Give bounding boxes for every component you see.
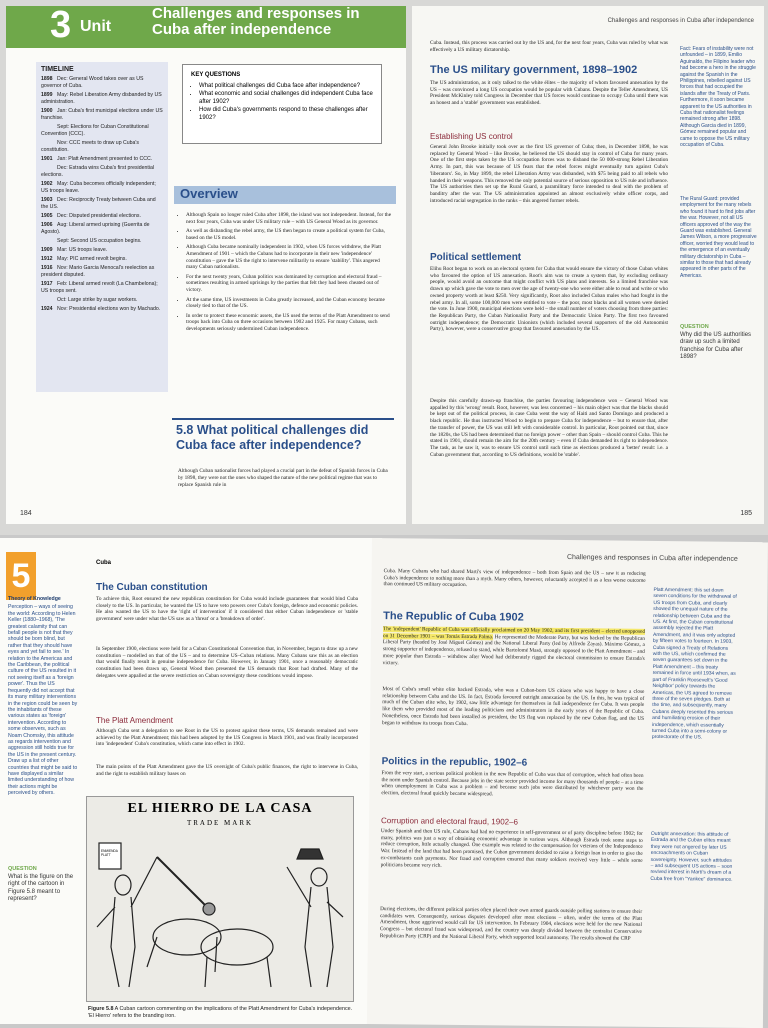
timeline-text: Oct: Large strike by sugar workers. (57, 297, 138, 303)
fraud-paragraph: Under Spanish and then US rule, Cubans had had no experience in self-government or of party discipline before 1902; for many, politics was just a way of obtaining economic advantage in various ways. Although Estrada took some steps to reduce corruption, little actually changed. One example was related to the compensation for veterans of the Independence War. Instead of the land that had been promised, the Cuban government decided to raise a foreign loan in order to give the ex-combatants cash payments. Nor fraud and corruption ensured that many soldiers received very little – while some politicians became very rich. (380, 828, 643, 869)
timeline-year: 1902 (41, 181, 53, 187)
timeline-text: May: PIC armed revolt begins. (57, 256, 127, 262)
timeline-row (41, 76, 163, 90)
heading-corruption-fraud: Corruption and electoral fraud, 1902–6 (380, 816, 519, 827)
timeline-row (41, 297, 163, 304)
page-number-185: 185 (740, 510, 752, 517)
timeline-year: 1917 (41, 281, 53, 287)
heading-republic-of-cuba: The Republic of Cuba 1902 (383, 610, 524, 624)
key-questions-box (182, 64, 382, 144)
question-label: QUESTION (8, 866, 37, 872)
overview-heading: Overview (174, 186, 396, 204)
timeline-year: 1898 (41, 76, 53, 82)
question-box (680, 324, 760, 362)
figure-caption (88, 1006, 354, 1019)
section-heading-5-8: 5.8 What political challenges did Cuba face after independence? (172, 418, 394, 460)
cartoon-subtitle: TRADE MARK (186, 819, 254, 827)
timeline-year: 1916 (41, 265, 53, 271)
sidebar-outright-annexation (650, 831, 735, 883)
military-paragraph: The US administration, as it only talked to the white élites – the majority of whom favoured annexation by the US – was convinced a long US occupation would be popular with Cubans. Despite the Teller Amendment, US President McKinley told Congress in December that US forces would continue to occupy Cuba until there was an honest and a 'stable' government was established. (430, 80, 668, 107)
timeline-text: May: Cuba becomes officially independent; US troops leave. (41, 181, 156, 194)
timeline-text: Feb: Liberal armed revolt (La Chambelona); US troops sent. (41, 281, 158, 294)
overview-item: • In order to protect these economic assets, the US used the terms of the Platt Amendment to send troops back into Cuba on three occasions between 1902 and 1925. For many Cubans, such developments seriously undermined Cuban independence. (186, 313, 392, 333)
timeline-text: Dec: Reciprocity Treaty between Cuba and the US. (41, 197, 156, 210)
overview-item: • Although Spain no longer ruled Cuba after 1898, the island was not independent. Instead, for the next four years, Cuba was under US military rule – with US General Wood as its governor. (186, 212, 392, 225)
timeline-text: Dec: Disputed presidential elections. (57, 213, 141, 219)
heading-establishing-control: Establishing US control (430, 132, 513, 141)
running-head: Challenges and responses in Cuba after independence (566, 554, 738, 563)
constitution-paragraph-2: In September 1900, elections were held for a Cuban Constitutional Convention that, in November, began to draw up a new constitution – modelled on that of the US – and to determine US–Cuban relations. Many Cubans saw this as an election that would finally result in genuine independence for Cuba. However, in January 1901, once a reasonably democratic constitution had been drawn up, General Wood then presented the US demands that Root had drafted. Many of the delegates were appalled at the severe restriction on Cuban sovereignty these conditions would impose. (96, 646, 358, 679)
timeline-text: Jan: Cuba's first municipal elections under US franchise. (41, 108, 163, 121)
timeline-year: 1906 (41, 222, 53, 228)
timeline-year: 1900 (41, 108, 53, 114)
timeline-row (41, 140, 163, 154)
heading-military-government: The US military government, 1898–1902 (430, 64, 638, 76)
timeline-text: Mar: US troops leave. (57, 247, 108, 253)
cartoon-figure-5-8 (86, 796, 354, 1002)
overview-item: • For the next twenty years, Cuban politics was dominated by corruption and electoral fraud – sometimes resulting in armed uprisings by the parties that felt they had been cheated out of victory. (186, 274, 392, 294)
timeline-row (41, 156, 163, 163)
question-label: QUESTION (680, 324, 709, 330)
cartoon-drawing (87, 797, 353, 1001)
timeline-row (41, 265, 163, 279)
key-questions-title: KEY QUESTIONS (191, 72, 241, 78)
sidebar-platt-amendment (652, 587, 738, 742)
tok-title: Theory of Knowledge (8, 596, 61, 602)
sidebar-outrage-text: Outright annexation: this attitude of Estrada and the Cuban elites meant they were not angered by later US encroachments on Cuban sovereignty. However, such attitudes – and subsequent US actions – soon revived interest in Martí's dream of a Cuba free from "Yankee" dominance. (650, 830, 733, 883)
question-box-left (8, 866, 78, 904)
timeline-text: Nov: Mario Garcia Menocal's reelection as president disputed. (41, 265, 155, 278)
highlighted-sentence: The 'independent' Republic of Cuba was officially proclaimed on 20 May 1902, and its first president – elected unopposed on 31 December 1901 – was Tomás Estrada Palma. (382, 626, 646, 640)
timeline-text: Dec: General Wood takes over as US governor of Cuba. (41, 76, 144, 89)
platt-paragraph-1: Although Cuba sent a delegation to see Root in the US to protest against these terms, US demands remained and were achieved by the Platt Amendment; this had been adopted by the US Congress in March 1901, and was finally incorporated into 'independent' Cuba's constitution, which came into effect in 1902. (96, 728, 358, 748)
timeline-year: 1924 (41, 306, 53, 312)
heading-politics-republic: Politics in the republic, 1902–6 (381, 756, 528, 769)
timeline-text: Jan: Platt Amendment presented to CCC. (57, 156, 153, 162)
timeline-text: Dec: Estrada wins Cuba's first presidential elections. (41, 165, 154, 178)
key-questions-list (199, 82, 373, 122)
timeline-row (41, 256, 163, 263)
platt-paragraph-2: The main points of the Platt Amendment gave the US oversight of Cuba's public finances, the right to intervene in Cuba, and the right to establish military bases on (96, 764, 358, 777)
timeline-list (41, 76, 163, 313)
control-paragraph: General John Brooke initially took over as the first US governor of Cuba; then, in December 1898, he was replaced by General Wood – like Brooke, he believed the US should stay in control of Cuba for many years. One of the first steps taken by the US occupation forces was to disband the 50 000-strong Rebel Liberation Army. In part, this was because of US fears that the rebel forces might eventually turn against Cuba's 'liberators'. So, in May 1899, the rebel Liberation Army was disbanded, with $75 being paid to all rebels who handed in their weapons. This removed the only potential source of serious opposition to US rule and influence. The US authorities then set up the Rural Guard, a paramilitary force intended to deal with the problem of banditry after the war. The US administration appointed an almost exclusively white officer corps, and introduced racial segregation in the ranks – this angered former rebels. (430, 144, 668, 204)
timeline-row (41, 181, 163, 195)
timeline-text: Nov: CCC meets to draw up Cuba's constitution. (41, 140, 140, 153)
intro-paragraph: Cuba. Many Cubans who had shared Martí's view of independence – both from Spain and the US – saw it as reducing Cuba's independence to nothing more than a myth. Many others, however, reluctantly accepted it as a less worse outcome than continued US military occupation. (383, 568, 646, 589)
overview-list (178, 212, 392, 336)
republic-paragraph (383, 626, 645, 669)
page-number-184: 184 (20, 510, 32, 517)
page-185 (412, 6, 764, 524)
cartoon-tag: ENMIENDA PLATT (101, 849, 118, 857)
sidebar-rural-text: The Rural Guard: provided employment for the many rebels who found it hard to find jobs after the war. However, not all US officers approved of the way the Guard was established. General James Wilson, a more progressive officer, worried they would lead to the emergence of an eventually military dictatorship in Cuba – similar to those that had already appeared in other parts of the Americas. (680, 196, 757, 279)
sidebar-platt-text: Platt Amendment: this set down seven conditions for the withdrawal of US troops from Cuba, and clearly showed the unequal nature of the relationship between Cuba and the US. At first, the Cuban constitutional assembly rejected the Platt Amendment, and it was only adopted by fifteen votes to fourteen. In 1903, Cuba signed a Treaty of Relations with the US, which confirmed the seven guarantees set down in the Platt Amendment – this treaty remained in force until 1934 when, as part of Franklin Roosevelt's 'Good Neighbor' policy towards the Americas, the US agreed to remove three of the seven pledges. Both at the time, and subsequently, many Cubans deeply resented this serious and humiliating erosion of their independence, which essentially turned Cuba into a semi-colony or protectorate of the US. (651, 586, 737, 741)
republic-text: He represented the Moderate Party, but was backed by the Republican Liberal Party (headed by José Miguel Gómez) and the National Liberal Party (led by Alfredo Zayas). Máximo Gómez, a strong supporter of independence, refused to stand, while Bartolomé Masó, strongly opposed to the Platt Amendment – and more popular than Estrada – withdrew after Wood had deliberately rigged the electoral commission to ensure Estrada's victory. (382, 633, 646, 666)
heading-platt-amendment: The Platt Amendment (96, 716, 173, 725)
figure-caption-label: Figure 5.8 (88, 1006, 114, 1012)
heading-cuban-constitution: The Cuban constitution (96, 582, 208, 593)
overview-item: • As well as disbanding the rebel army, the US then began to create a political system for Cuba, based on the US model. (186, 228, 392, 241)
bottom-left-page (0, 538, 382, 1024)
key-question-item: • What political challenges did Cuba face after independence? (199, 82, 373, 90)
timeline-text: May: Rebel Liberation Army disbanded by US administration. (41, 92, 162, 105)
timeline-text: Sept: Elections for Cuban Constitutional Convention (CCC). (41, 124, 149, 137)
timeline-row (41, 281, 163, 295)
elite-paragraph: Most of Cuba's small white elite backed Estrada, who was a Cuban-born US citizen who was happy to have a close relationship between Cuba and the US. In fact, Estrada favoured outright annexation by the US. In this, he was typical of much of the Cuban elite who, by 1902, saw little advantage for themselves in full independence for Cuba. It was people like them who provided most of the leading politicians and administrators in the early years of the Republic of Cuba. Nonetheless, once Estrada had been installed as president, the US flag was replaced by the new Cuban flag, and the US began to withdraw its troops from Cuba. (382, 686, 645, 727)
cartoon-title: EL HIERRO DE LA CASA (127, 801, 313, 816)
figure-caption-text: A Cuban cartoon commenting on the implications of the Platt Amendment for Cuba's independence. 'El Hierro' refers to the branding iron. (88, 1006, 353, 1019)
question-text: Why did the US authorities draw up such a limited franchise for Cuba after 1898? (680, 331, 752, 360)
timeline-text: Nov: Presidential elections won by Machado. (57, 306, 161, 312)
key-question-item: • What economic and social challenges did independent Cuba face after 1902? (199, 90, 373, 106)
theory-of-knowledge-box (8, 596, 78, 797)
timeline-year: 1912 (41, 256, 53, 262)
timeline-row (41, 247, 163, 254)
unit-number: 3 (50, 6, 72, 46)
timeline-year: 1903 (41, 197, 53, 203)
sidebar-fact (680, 46, 758, 149)
timeline-box (36, 62, 168, 392)
overview-item: • At the same time, US investments in Cuba greatly increased, and the Cuban economy became closely tied to that of the US. (186, 297, 392, 310)
key-question-item: • How did Cuba's governments respond to these challenges after 1902? (199, 106, 373, 122)
chapter-label: Cuba (96, 560, 111, 566)
timeline-row (41, 108, 163, 122)
unit-word: Unit (80, 18, 112, 35)
running-head: Challenges and responses in Cuba after independence (607, 18, 754, 24)
timeline-year: 1909 (41, 247, 53, 253)
elections-paragraph: During elections, the different political parties often placed their own armed guards outside polling stations to ensure their candidates won. Consequently, serious disputes developed after most elections – often, under the terms of the Platt Amendment, those aggrieved would call for US intervention. In February 1904, elections were held for the new National Congress – but electoral fraud was widespread, and the country was deeply divided between the centralist Conservative Republican Party (CRP) and the National Liberal Party, which supported local autonomy. The results showed the CRP (379, 906, 643, 942)
sidebar-fact-text: Fact: Fears of instability were not unfounded – in 1899, Emilio Aguinaldo, the Filipino leader who had become a hero in the struggle against the Spanish in the Philippines, rebelled against US forces that had occupied the islands after the Treaty of Paris. Furthermore, it soon became apparent to the US authorities in Cuba that nationalist feelings remained strong after 1898. Although Garcia died in 1899, Gómez remained popular and came to oppose the US military occupation of Cuba. (680, 46, 756, 149)
unit-title: Challenges and responses in Cuba after independence (152, 6, 360, 38)
timeline-title: TIMELINE (41, 66, 74, 73)
timeline-row (41, 165, 163, 179)
timeline-row (41, 306, 163, 313)
timeline-text: Aug: Liberal armed uprising (Guerrita de Agosto). (41, 222, 150, 235)
timeline-text: Sept: Second US occupation begins. (57, 238, 142, 244)
timeline-year: 1905 (41, 213, 53, 219)
constitution-paragraph-1: To achieve this, Root ensured the new republican constitution for Cuba would include guarantees that would bind Cuba closely to the US. In particular, he wanted the US to have veto powers over Cuba's foreign, defence and economic policies. He also wanted the US to have the 'right of intervention' if it considered that either Cuban independence or 'stable government' were under what the US saw as a 'threat' or a 'breakdown of order'. (96, 596, 358, 623)
timeline-year: 1899 (41, 92, 53, 98)
timeline-row (41, 197, 163, 211)
bottom-right-page (367, 538, 768, 1028)
chapter-number: 5 (6, 552, 36, 600)
tok-text: Perception – ways of seeing the world: According to Helen Keller (1880–1968), 'The greatest calamity that can befall people is not that they should be born blind, but rather that they should have eyes and yet fail to see.' In relation to the Americas and the Caribbean, the political culture of the US resulted in it not seeing itself as a 'foreign power'. Thus the US frequently did not accept that its many military interventions in the region could be seen by the inhabitants of these various states as 'foreign' intervention. According to some observers, such as Noam Chomsky, this attitude as regards intervention and aggression still holds true for the US in the present century. Draw up a list of other countries that might be said to have displayed a similar limited understanding of how their actions might be perceived by others. (8, 604, 78, 797)
sidebar-rural-guard (680, 196, 758, 279)
settlement-paragraph: Elihu Root began to work on an electoral system for Cuba that would ensure the victory of those Cuban whites who favoured the option of US annexation. Root's aim was to create a system that, by excluding ordinary people, would avoid an outcome that might conflict with US plans and interests. So a limited franchise was drawn up which gave the vote to men over the age of twenty-one who were either able to read and write or who owned property worth at least $250. Very significantly, Root also included Cuban males who had fought in the rebel army. In all, some 100,000 men were entitled to vote – the poor, most blacks and all women were denied the vote. In June 1900, municipal elections were held – the small number of voters choosing from three parties: the Republican Party, the Cuban Nationalist Party and the Democratic Union Party. The first two favoured outright independence; the Democratic Unionists (which included several supporters of the old Autonomist Party), however, were a conservative group that favoured annexation by the US. (430, 266, 668, 333)
politics-paragraph: From the very start, a serious political problem in the new Republic of Cuba was that of corruption, which had often been the norm under Spanish control. Because jobs in the state sector provided income for many thousands of people – at a time when unemployment in Cuba was a problem – and because such jobs were distributed by whichever party won the election, electoral fraud quickly became widespread. (381, 770, 644, 798)
section-5-8-body: Although Cuban nationalist forces had played a crucial part in the defeat of Spanish forces in Cuba by 1898, they were not the ones who shaped the nature of the new political regime that was to replace Spanish rule in (178, 468, 388, 488)
timeline-row (41, 124, 163, 138)
overview-item: • Although Cuba became nominally independent in 1902, when US forces withdrew, the Platt Amendment of 1901 – which the Cubans had to incorporate in their new 'independence' constitution – gave the US the right to intervene militarily to ensure 'stability'. This angered many Cuban nationalists. (186, 244, 392, 270)
heading-political-settlement: Political settlement (430, 252, 522, 263)
timeline-row (41, 238, 163, 245)
timeline-row (41, 222, 163, 236)
despite-paragraph: Despite this carefully drawn-up franchise, the parties favouring independence won – General Wood was appalled by this 'wrong' result. Root, however, was less concerned – his main object was that the blacks should be kept out of the political process, in case Cuba went the way of Haiti and Santo Domingo and produced a black republic. He thus instructed Wood to begin to prepare Cuba for independence – but to ensure that, after the transfer of power, the US was still left with considerable control. In particular, Root pointed out that, since the 1820s, the US had been determined that no foreign power – other than Spain – should control Cuba. This he stated in 1901, should remain the aim for the 20th century – even if Cuba demanded its right to independence. The task, as he saw it, was to ensure US control until such time as elections produced a 'better' result: i.e. a Cuban government that, according to US definitions, would be 'stable'. (430, 398, 668, 458)
intro-paragraph: Cuba. Instead, this process was carried out by the US and, for the next four years, Cuba was ruled by what was effectively a US military dictatorship. (430, 40, 668, 53)
timeline-year: 1901 (41, 156, 53, 162)
timeline-row (41, 92, 163, 106)
unit-banner (6, 6, 406, 48)
page-184 (6, 6, 406, 524)
question-text: What is the figure on the right of the cartoon in Figure 5.8 meant to represent? (8, 873, 74, 902)
timeline-row (41, 213, 163, 220)
